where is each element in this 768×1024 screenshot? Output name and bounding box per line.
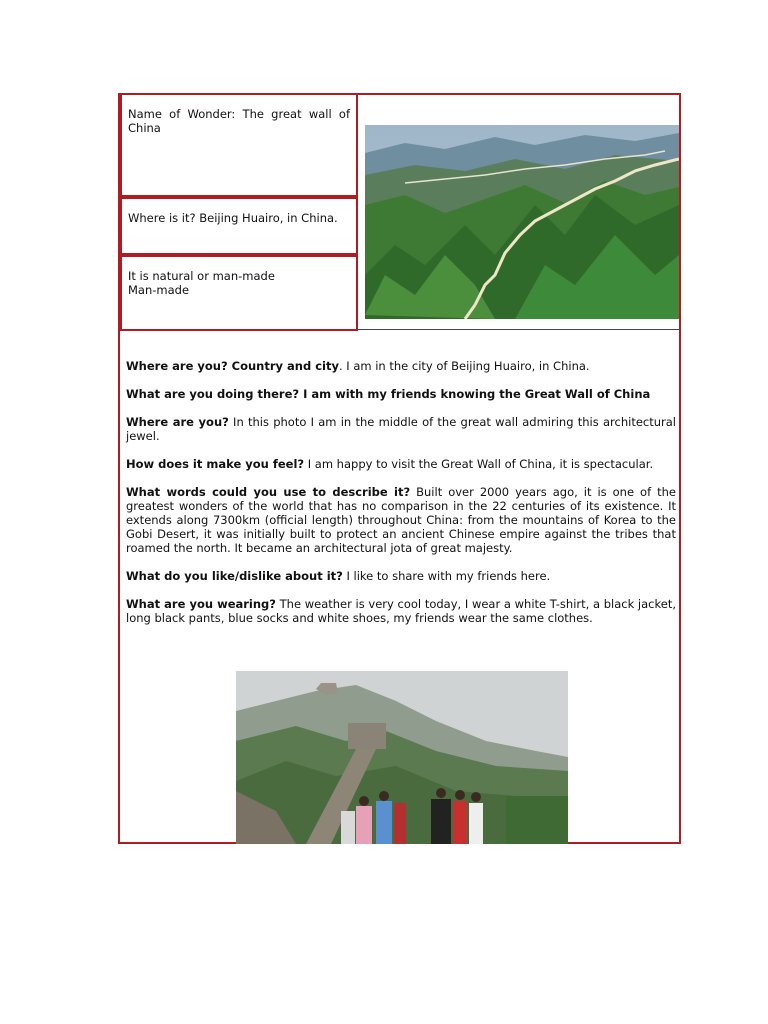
wonder-name-label: Name of Wonder: [128,107,236,121]
question-3: Where are you? In this photo I am in the middle of the great wall admiring this architectural jewel. [126,415,676,443]
question-2: What are you doing there? I am with my friends knowing the Great Wall of China [126,387,651,401]
question-6: What do you like/dislike about it? I like to share with my friends here. [126,569,551,583]
friends-at-wall-photo [236,671,568,844]
wonder-name-cell [120,93,358,197]
question-1: Where are you? Country and city. I am in the city of Beijing Huairo, in China. [126,359,590,373]
wonder-name-value: The great wall of China [128,107,350,135]
great-wall-aerial-photo [365,125,679,319]
location-value: Beijing Huairo, in China. [199,211,338,225]
question-4: How does it make you feel? I am happy to visit the Great Wall of China, it is spectacular. [126,457,654,471]
divider [358,329,681,330]
wonder-location-cell [120,197,358,255]
location-label: Where is it? [128,211,196,225]
questions-section [126,359,676,639]
wonder-type-cell [120,255,358,331]
question-7: What are you wearing? The weather is very cool today, I wear a white T-shirt, a black jacket, long black pants, blue socks and white shoes, my friends wear the same clothes. [126,597,676,625]
type-value: Man-made [128,283,190,297]
worksheet-frame [118,93,681,844]
type-label: It is natural or man-made [128,269,275,283]
question-5: What words could you use to describe it? Built over 2000 years ago, it is one of the greatest wonders of the world that has no comparison in the 22 centuries of its existence. It extends along 7300km (official length) throughout China: from the mountains of Korea to the Gobi Desert, it was initially built to protect an ancient Chinese empire against the tribes that roamed the north. It became an architectural jota of great majesty. [126,485,676,555]
